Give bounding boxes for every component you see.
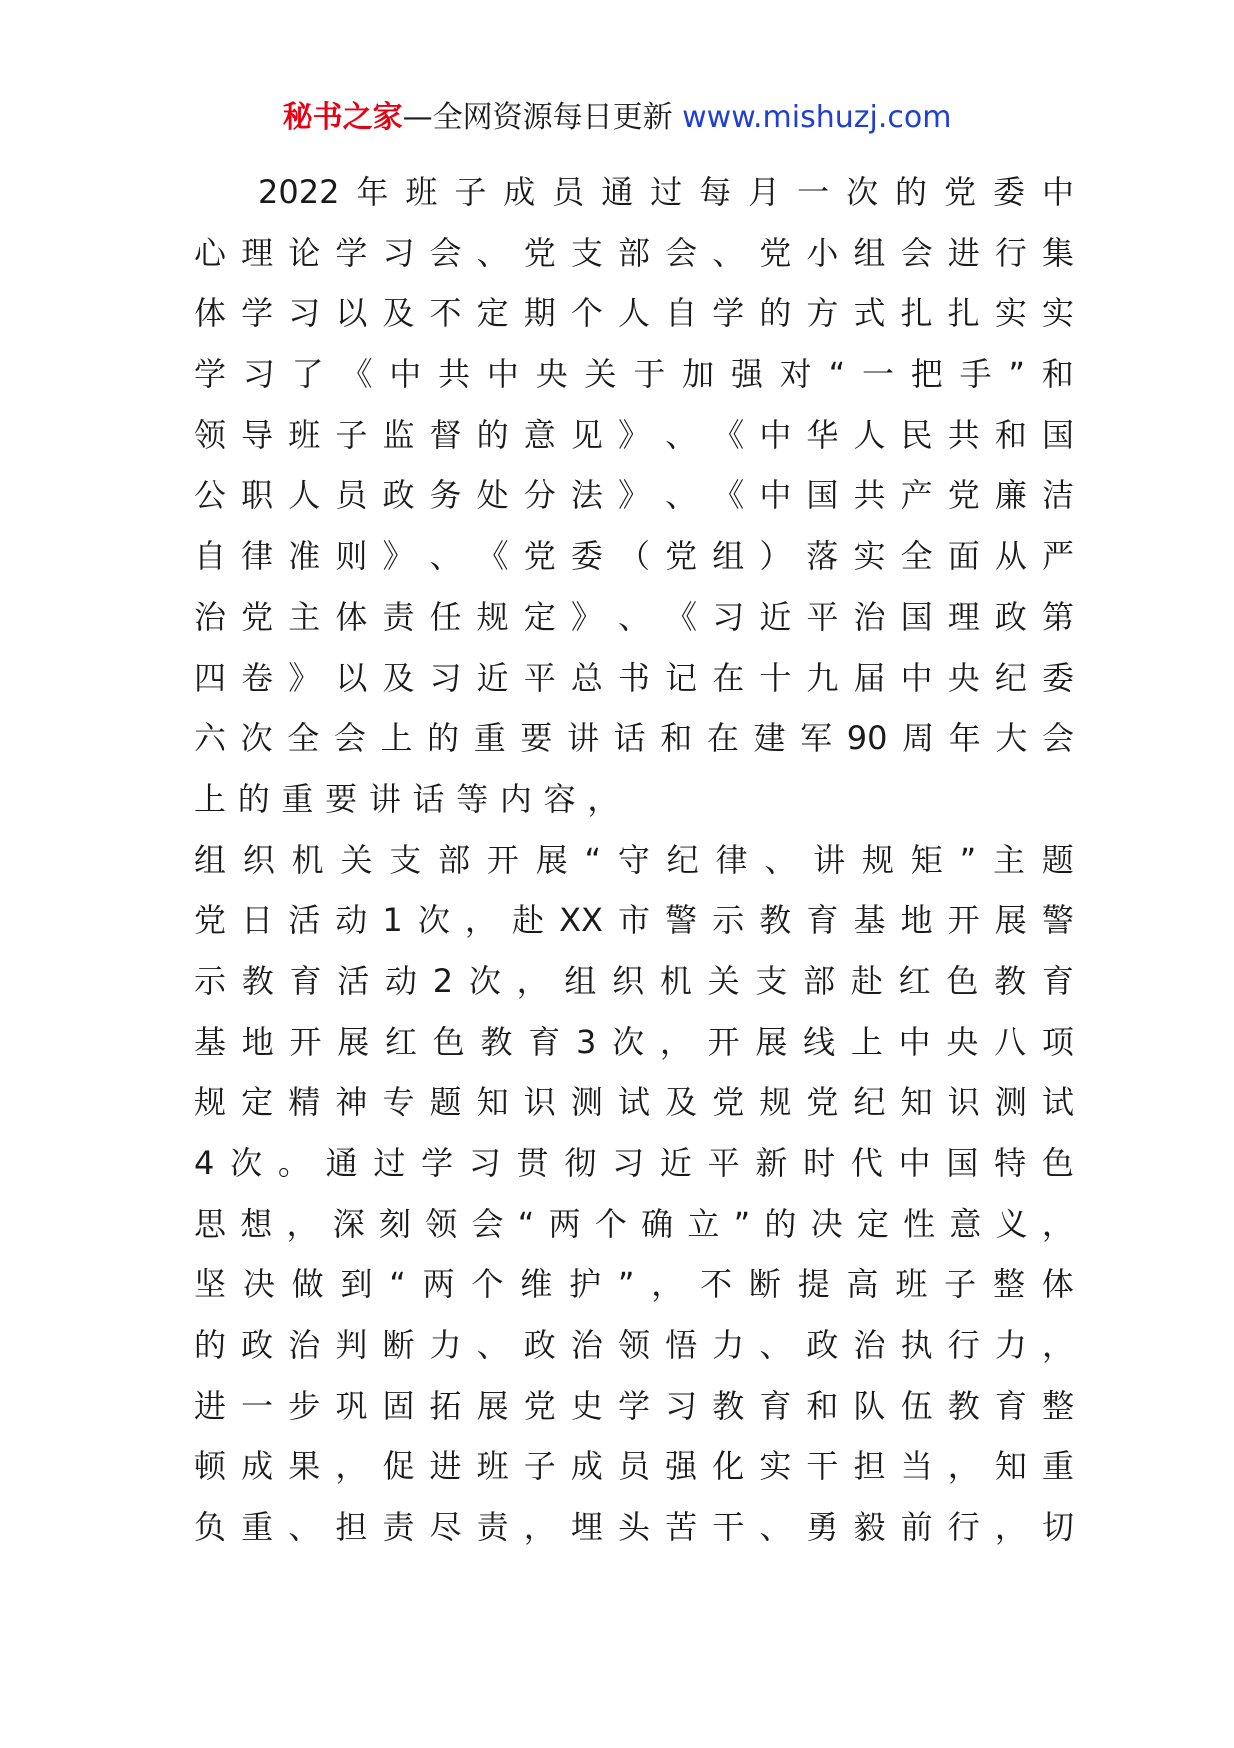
text-line: 自 律 准 则 》 、 《 党 委 （ 党 组 ） 落 实 全 面 从 严 xyxy=(194,537,1074,576)
text-line: 负 重 、 担 责 尽 责 ， 埋 头 苦 干 、 勇 毅 前 行 ， 切 xyxy=(194,1508,1074,1547)
text-line: 进 一 步 巩 固 拓 展 党 史 学 习 教 育 和 队 伍 教 育 整 xyxy=(194,1386,1074,1425)
text-line: 规 定 精 神 专 题 知 识 测 试 及 党 规 党 纪 知 识 测 试 xyxy=(194,1083,1074,1122)
header-tagline: —全网资源每日更新 xyxy=(402,100,673,135)
text-line: 党 日 活 动 1 次 ， 赴 XX 市 警 示 教 育 基 地 开 展 警 xyxy=(194,901,1074,940)
text-line: 基 地 开 展 红 色 教 育 3 次 ， 开 展 线 上 中 央 八 项 xyxy=(194,1022,1074,1061)
text-line: 体 学 习 以 及 不 定 期 个 人 自 学 的 方 式 扎 扎 实 实 xyxy=(194,294,1074,333)
text-line: 思 想 ， 深 刻 领 会 “ 两 个 确 立 ” 的 决 定 性 意 义 ， xyxy=(194,1204,1074,1243)
text-line: 2022 年 班 子 成 员 通 过 每 月 一 次 的 党 委 中 xyxy=(258,173,1074,211)
text-line: 领 导 班 子 监 督 的 意 见 》 、 《 中 华 人 民 共 和 国 xyxy=(194,415,1074,454)
text-line: 治 党 主 体 责 任 规 定 》 、 《 习 近 平 治 国 理 政 第 xyxy=(194,597,1074,636)
text-line: 组 织 机 关 支 部 开 展 “ 守 纪 律 、 讲 规 矩 ” 主 题 xyxy=(194,840,1074,879)
site-header xyxy=(0,96,1234,140)
website-link[interactable]: www.mishuzj.com xyxy=(682,100,952,135)
text-line: 坚 决 做 到 “ 两 个 维 护 ” ， 不 断 提 高 班 子 整 体 xyxy=(194,1265,1074,1304)
text-line: 公 职 人 员 政 务 处 分 法 》 、 《 中 国 共 产 党 廉 洁 xyxy=(194,476,1074,515)
text-line: 上 的 重 要 讲 话 等 内 容 ， xyxy=(194,779,620,818)
text-line: 示 教 育 活 动 2 次 ， 组 织 机 关 支 部 赴 红 色 教 育 xyxy=(194,961,1074,1000)
text-line: 六 次 全 会 上 的 重 要 讲 话 和 在 建 军 90 周 年 大 会 xyxy=(194,719,1074,758)
document-body xyxy=(194,162,1074,1558)
text-line: 四 卷 》 以 及 习 近 平 总 书 记 在 十 九 届 中 央 纪 委 xyxy=(194,658,1074,697)
text-line: 心 理 论 学 习 会 、 党 支 部 会 、 党 小 组 会 进 行 集 xyxy=(194,233,1074,272)
text-line: 顿 成 果 ， 促 进 班 子 成 员 强 化 实 干 担 当 ， 知 重 xyxy=(194,1447,1074,1486)
text-line: 学 习 了 《 中 共 中 央 关 于 加 强 对 “ 一 把 手 ” 和 xyxy=(194,355,1074,394)
text-line: 的 政 治 判 断 力 、 政 治 领 悟 力 、 政 治 执 行 力 ， xyxy=(194,1326,1074,1365)
brand-name: 秘书之家 xyxy=(282,100,403,135)
text-line: 4 次 。 通 过 学 习 贯 彻 习 近 平 新 时 代 中 国 特 色 xyxy=(194,1144,1074,1182)
